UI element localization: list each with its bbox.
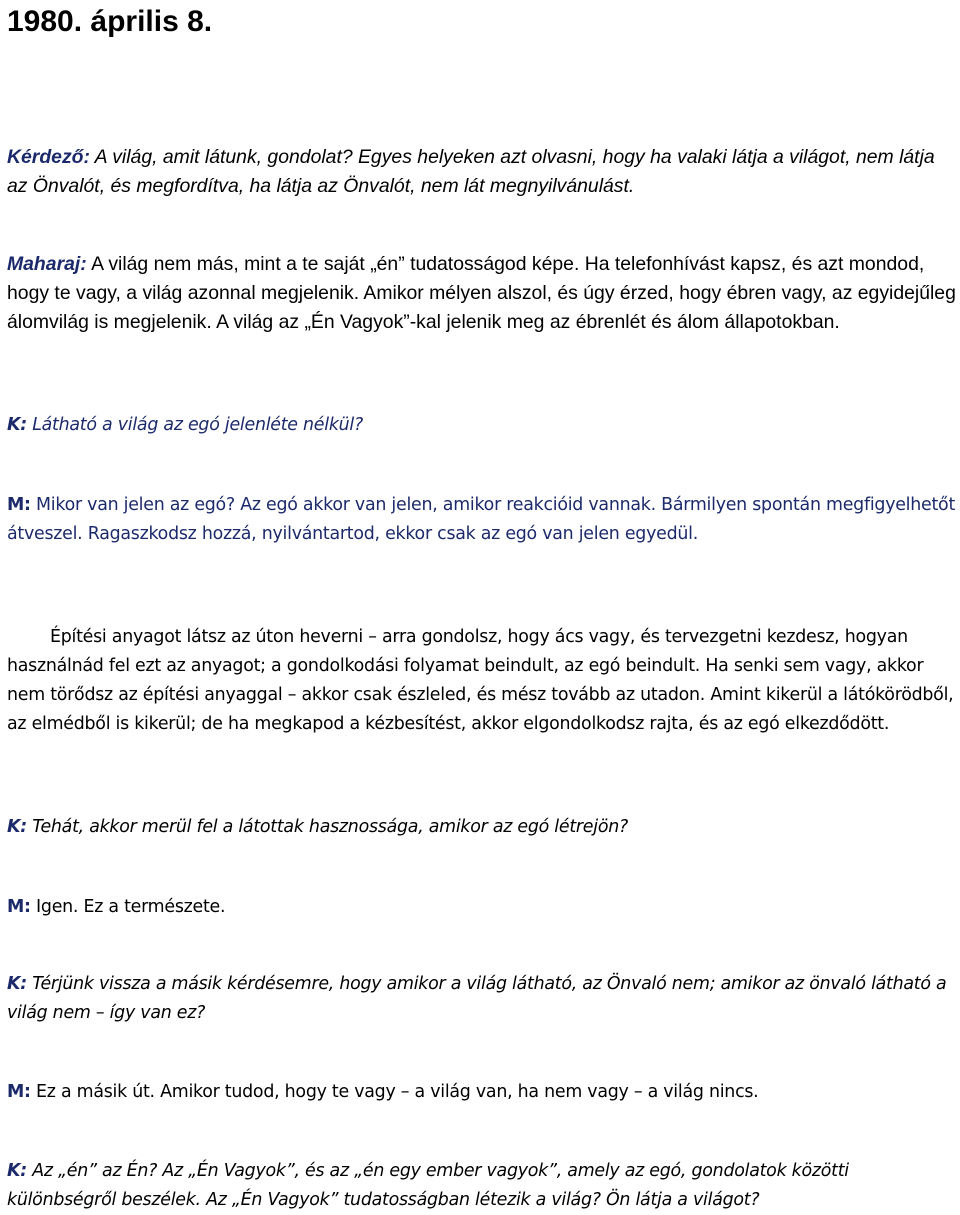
speaker-label: M: — [7, 1082, 31, 1102]
answer-paragraph — [7, 250, 957, 337]
paragraph-text: Igen. Ez a természete. — [30, 897, 226, 917]
paragraph-text: Mikor van jelen az egó? Az egó akkor van jelen, amikor reakcióid vannak. Bármilyen spontán megfigyelhetőt átveszel. Ragaszkodsz hozzá, nyilvántartod, ekkor csak az egó van jelen egyedül. — [7, 495, 956, 544]
paragraph-text: Látható a világ az egó jelenléte nélkül? — [26, 415, 363, 435]
speaker-label: Kérdező: — [7, 146, 90, 168]
answer-paragraph — [7, 1078, 957, 1107]
paragraph-text: Térjünk vissza a másik kérdésemre, hogy amikor a világ látható, az Önvaló nem; amikor az önvaló látható a világ nem – így van ez? — [7, 974, 947, 1023]
page-title: 1980. április 8. — [7, 5, 213, 38]
speaker-label: K: — [7, 817, 27, 837]
paragraph-text: Az „én” az Én? Az „Én Vagyok”, és az „én egy ember vagyok”, amely az egó, gondolatok közötti különbségről beszélek. Az „Én Vagyok” tudatosságban létezik a világ? Ön látja a világot? — [7, 1161, 849, 1210]
question-paragraph — [7, 813, 957, 842]
speaker-label: K: — [7, 1161, 27, 1181]
speaker-label: M: — [7, 897, 31, 917]
paragraph-text: Tehát, akkor merül fel a látottak hasznossága, amikor az egó létrejön? — [26, 817, 628, 837]
paragraph-text: Építési anyagot látsz az úton heverni – arra gondolsz, hogy ács vagy, és tervezgetni kezdesz, hogyan használnád fel ezt az anyagot; a gondolkodási folyamat beindult, az egó beindult. Ha senki sem vagy, akkor nem törődsz az építési anyaggal – akkor csak észleled, és mész tovább az utadon. Amint kikerül a látókörödből, az elmédből is kikerül; de ha megkapod a kézbesítést, akkor elgondolkodsz rajta, és az egó elkezdődött. — [7, 627, 954, 734]
question-paragraph — [7, 143, 957, 201]
speaker-label: M: — [7, 495, 31, 515]
speaker-label: K: — [7, 974, 27, 994]
answer-paragraph — [7, 893, 957, 922]
answer-paragraph — [7, 623, 957, 739]
question-paragraph — [7, 411, 957, 440]
question-paragraph — [7, 1157, 957, 1215]
question-paragraph — [7, 970, 957, 1028]
answer-paragraph — [7, 491, 957, 549]
paragraph-text: Ez a másik út. Amikor tudod, hogy te vagy – a világ van, ha nem vagy – a világ nincs. — [30, 1082, 759, 1102]
speaker-label: K: — [7, 415, 27, 435]
paragraph-text: A világ, amit látunk, gondolat? Egyes helyeken azt olvasni, hogy ha valaki látja a világot, nem látja az Önvalót, és megfordítva, ha látja az Önvalót, nem lát megnyilvánulást. — [7, 146, 935, 197]
speaker-label: Maharaj: — [7, 253, 87, 275]
paragraph-text: A világ nem más, mint a te saját „én” tudatosságod képe. Ha telefonhívást kapsz, és azt mondod, hogy te vagy, a világ azonnal megjelenik. Amikor mélyen alszol, és úgy érzed, hogy ébren vagy, az egyidejűleg álomvilág is megjelenik. A világ az „Én Vagyok”-kal jelenik meg az ébrenlét és álom állapotokban. — [7, 253, 956, 333]
